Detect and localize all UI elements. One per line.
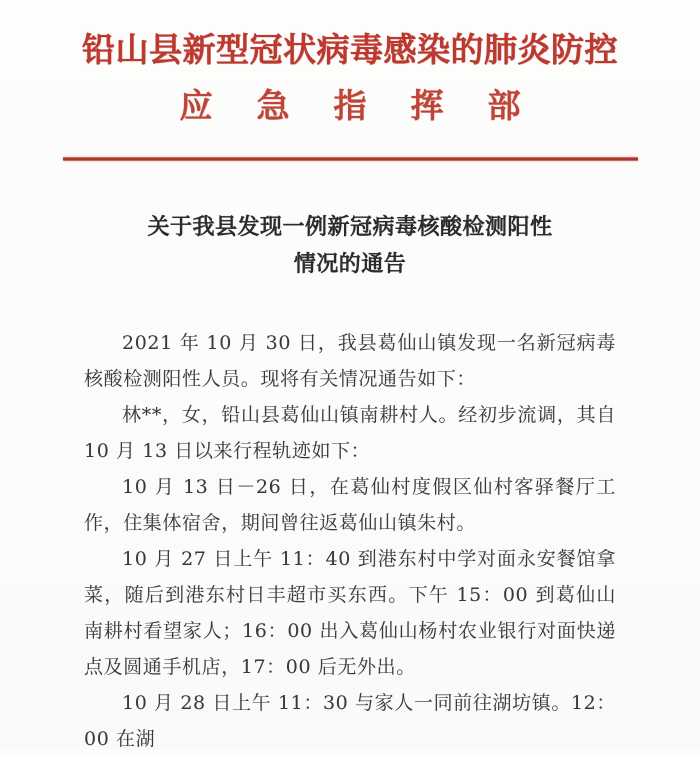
body-paragraph: 10 月 27 日上午 11：40 到港东村中学对面永安餐馆拿菜，随后到港东村日丰超市买东西。下午 15：00 到葛仙山南耕村看望家人；16：00 出入葛仙山杨村农业银行对面快递点及圆通手机店，17：00 后无外出。 (84, 548, 616, 678)
body-paragraph: 林**，女，铅山县葛仙山镇南耕村人。经初步流调，其自 10 月 13 日以来行程轨迹如下： (84, 404, 616, 462)
body-paragraph: 2021 年 10 月 30 日，我县葛仙山镇发现一名新冠病毒核酸检测阳性人员。现将有关情况通告如下： (84, 332, 616, 390)
body-paragraph: 10 月 28 日上午 11：30 与家人一同前往湖坊镇。12：00 在湖 (84, 692, 616, 750)
document-body (84, 325, 616, 757)
page-title-line-1: 关于我县发现一例新冠病毒核酸检测阳性 (147, 214, 553, 240)
body-paragraph: 10 月 13 日－26 日，在葛仙村度假区仙村客驿餐厅工作，住集体宿舍，期间曾往返葛仙山镇朱村。 (84, 476, 616, 534)
masthead-red-rule (63, 157, 638, 161)
masthead (0, 0, 700, 161)
masthead-title-line-2: 应急指挥部 (179, 86, 565, 125)
masthead-title-line-1: 铅山县新型冠状病毒感染的肺炎防控 (0, 26, 700, 74)
page-title (0, 209, 700, 283)
page-title-line-2: 情况的通告 (293, 251, 407, 277)
